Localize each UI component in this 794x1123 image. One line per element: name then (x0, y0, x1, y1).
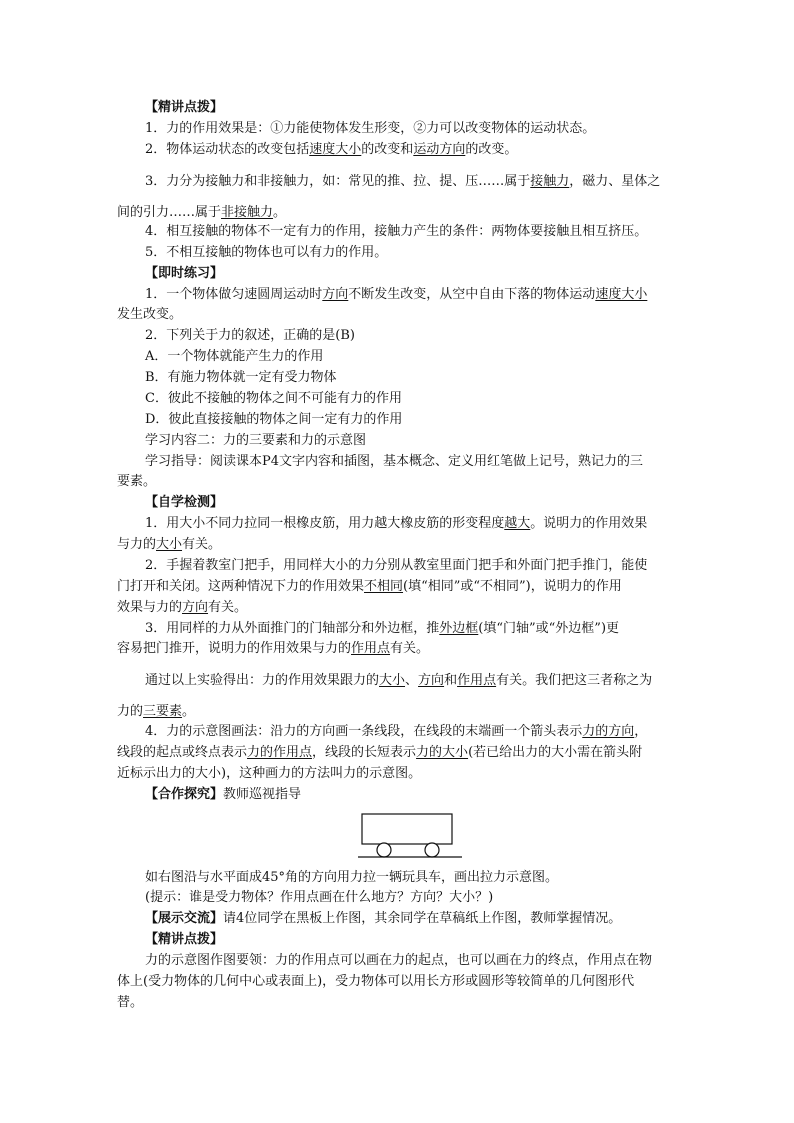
point-3-line-1: 3．力分为接触力和非接触力，如：常见的推、拉、提、压……属于接触力，磁力、星体之 (145, 174, 661, 189)
point-1: 1．力的作用效果是：①力能使物体发生形变，②力可以改变物体的运动状态。 (145, 121, 596, 136)
check-2-line-3: 效果与力的方向有关。 (117, 600, 248, 615)
practice-2-option: B．有施力物体就一定有受力物体 (145, 370, 337, 385)
final-line-3: 替。 (117, 995, 144, 1010)
check-1-line-2: 与力的大小有关。 (117, 537, 222, 552)
heading-self-check: 【自学检测】 (145, 495, 224, 510)
cart-wheel-left (377, 843, 391, 857)
check-4-line-1: 4．力的示意图画法：沿力的方向画一条线段，在线段的末端画一个箭头表示力的方向， (145, 724, 648, 739)
practice-2-option: C．彼此不接触的物体之间不可能有力的作用 (145, 391, 402, 406)
practice-2-question: 2．下列关于力的叙述，正确的是(B) (145, 328, 355, 343)
check-3-line-2: 容易把门推开，说明力的作用效果与力的作用点有关。 (117, 641, 430, 656)
study-guide-line-1: 学习指导：阅读课本P4文字内容和插图，基本概念、定义用红笔做上记号，熟记力的三 (145, 454, 644, 469)
practice-2-option: A．一个物体就能产生力的作用 (145, 349, 324, 364)
check-4-line-3: 近标示出力的大小)，这种画力的方法叫力的示意图。 (117, 766, 422, 781)
check-2-line-1: 2．手握着教室门把手，用同样大小的力分别从教室里面门把手和外面门把手推门，能使 (145, 558, 648, 573)
show-line: 【展示交流】请4位同学在黑板上作图，其余同学在草稿纸上作图，教师掌握情况。 (145, 911, 622, 926)
conclusion-line-2: 力的三要素。 (117, 704, 196, 719)
check-1-line-1: 1．用大小不同力拉同一根橡皮筋，用力越大橡皮筋的形变程度越大。说明力的作用效果 (145, 516, 648, 531)
heading-cooperate: 【合作探究】 (145, 787, 224, 802)
cooperate-line: 【合作探究】教师巡视指导 (145, 787, 302, 802)
final-line-1: 力的示意图作图要领：力的作用点可以画在力的起点，也可以画在力的终点，作用点在物 (145, 953, 653, 968)
practice-1-line-2: 发生改变。 (117, 307, 183, 322)
hint-line: (提示：谁是受力物体？作用点画在什么地方？方向？大小？) (145, 890, 494, 905)
cart-body (362, 814, 452, 844)
content-2-title: 学习内容二：力的三要素和力的示意图 (145, 433, 367, 448)
check-3-line-1: 3．用同样的力从外面推门的门轴部分和外边框，推外边框(填“门轴”或“外边框”)更 (145, 621, 620, 636)
practice-2-option: D．彼此直接接触的物体之间一定有力的作用 (145, 412, 403, 427)
heading-jingjiang-1: 【精讲点拨】 (145, 100, 224, 115)
task-line: 如右图沿与水平面成45°角的方向用力拉一辆玩具车，画出拉力示意图。 (145, 870, 559, 885)
check-2-line-2: 门打开和关闭。这两种情况下力的作用效果不相同(填“相同”或“不相同”)，说明力的作用 (117, 579, 622, 594)
conclusion-line-1: 通过以上实验得出：力的作用效果跟力的大小、方向和作用点有关。我们把这三者称之为 (145, 673, 653, 688)
point-2: 2．物体运动状态的改变包括速度大小的改变和运动方向的改变。 (145, 142, 518, 157)
point-5: 5．不相互接触的物体也可以有力的作用。 (145, 245, 388, 260)
check-4-line-2: 线段的起点或终点表示力的作用点，线段的长短表示力的大小(若已给出力的大小需在箭头附 (117, 745, 643, 760)
toy-cart-figure (358, 812, 466, 860)
practice-1-line-1: 1．一个物体做匀速圆周运动时方向不断发生改变，从空中自由下落的物体运动速度大小 (145, 287, 648, 302)
heading-show: 【展示交流】 (145, 911, 224, 926)
heading-jingjiang-2: 【精讲点拨】 (145, 932, 224, 947)
study-guide-line-2: 要素。 (117, 474, 157, 489)
point-4: 4．相互接触的物体不一定有力的作用，接触力产生的条件：两物体要接触且相互挤压。 (145, 224, 648, 239)
final-line-2: 体上(受力物体的几何中心或表面上)，受力物体可以用长方形或圆形等较简单的几何图形代 (117, 974, 635, 989)
cart-wheel-right (425, 843, 439, 857)
heading-practice: 【即时练习】 (145, 266, 224, 281)
point-3-line-2: 间的引力……属于非接触力。 (117, 205, 287, 220)
